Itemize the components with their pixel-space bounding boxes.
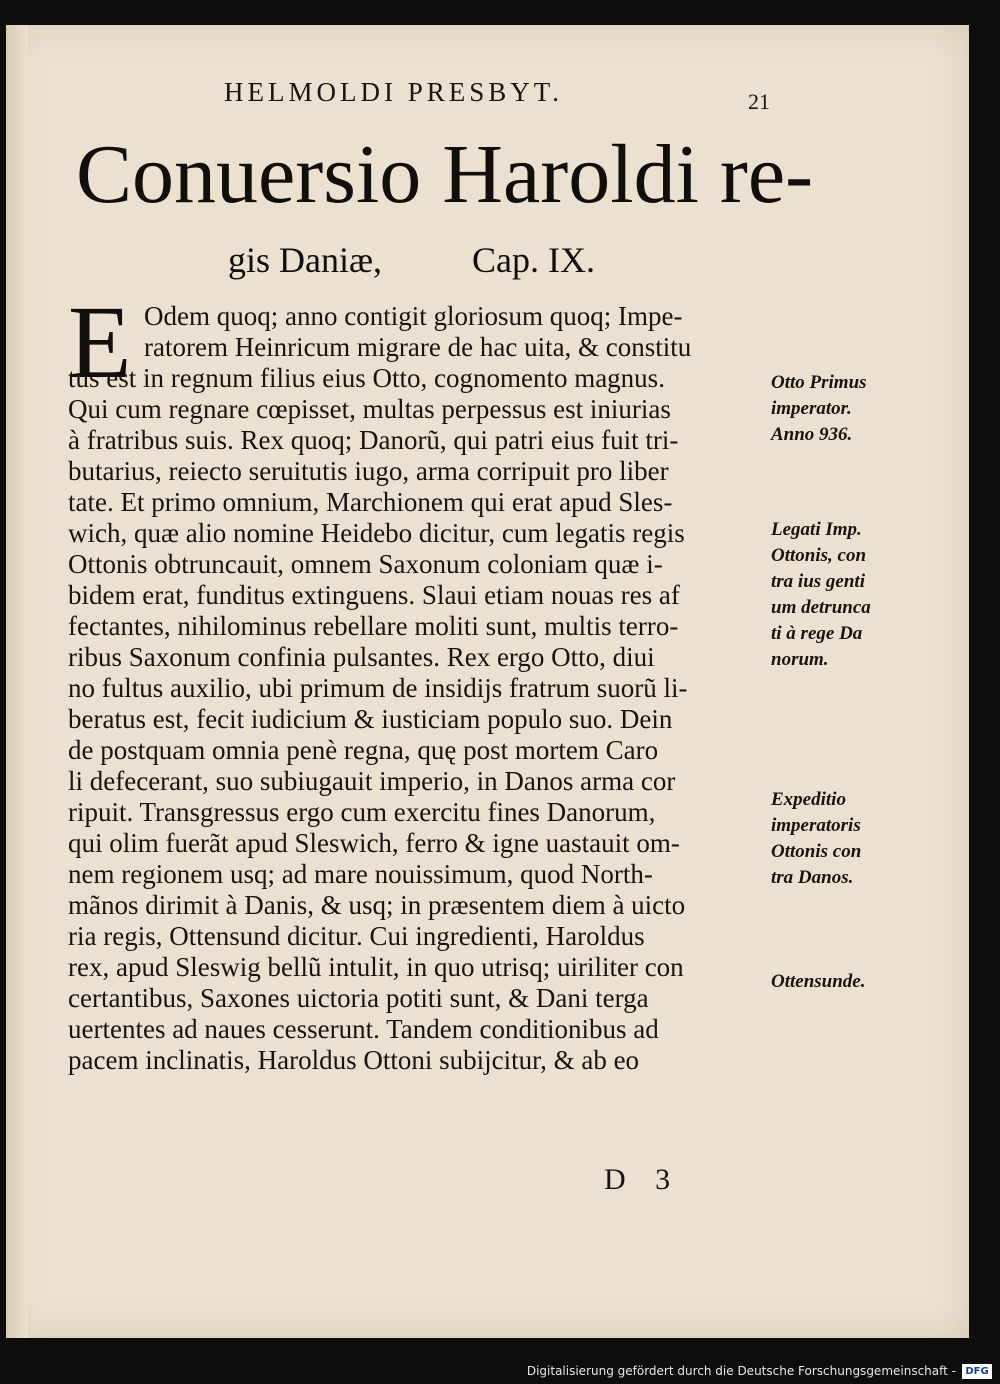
chapter-title-line-1: Conuersio Haroldi re- [76, 128, 814, 221]
text-line: certantibus, Saxones uictoria potiti sunt, & Dani terga [68, 983, 649, 1013]
body-text [68, 301, 768, 1076]
text-line: de postquam omnia penè regna, quę post mortem Caro [68, 735, 659, 765]
text-line: fectantes, nihilominus rebellare moliti sunt, multis terro- [68, 611, 679, 641]
running-head: HELMOLDI PRESBYT. [224, 77, 564, 107]
text-line: rex, apud Sleswig bellũ intulit, in quo utrisq; uiriliter con [68, 952, 684, 982]
text-line: tate. Et primo omnium, Marchionem qui erat apud Sles- [68, 487, 673, 517]
folio-number: 21 [748, 89, 770, 114]
text-line: à fratribus suis. Rex quoq; Danorũ, qui patri eius fuit tri- [68, 425, 679, 455]
text-line: Ottonis obtruncauit, omnem Saxonum coloniam quæ i- [68, 549, 663, 579]
page-gutter [6, 25, 28, 1338]
signature-mark: D 3 [604, 1163, 671, 1196]
chapter-title-line-2: gis Daniæ, [228, 240, 383, 280]
dfg-logo[interactable]: DFG [962, 1364, 992, 1379]
text-line: qui olim fuerãt apud Sleswich, ferro & igne uastauit om- [68, 828, 680, 858]
text-line: ripuit. Transgressus ergo cum exercitu fines Danorum, [68, 797, 656, 827]
text-line: Qui cum regnare cœpisset, multas perpessus est iniurias [68, 394, 671, 424]
margin-note-ottensunde: Ottensunde. [771, 971, 866, 992]
margin-note-legati: Legati Imp. Ottonis, con tra ius genti um detrunca ti à rege Da norum. [771, 519, 871, 670]
text-line: wich, quæ alio nomine Heidebo dicitur, cum legatis regis [68, 518, 685, 548]
margin-note-expeditio: Expeditio imperatoris Ottonis con tra Danos. [771, 789, 862, 888]
funding-credit: Digitalisierung gefördert durch die Deutsche Forschungsgemeinschaft - [526, 1364, 956, 1378]
text-line: ria regis, Ottensund dicitur. Cui ingredienti, Haroldus [68, 921, 645, 951]
text-line: beratus est, fecit iudicium & iusticiam populo suo. Dein [68, 704, 673, 734]
text-line: mãnos dirimit à Danis, & usq; in præsentem diem à uicto [68, 890, 686, 920]
text-line: uertentes ad naues cesserunt. Tandem conditionibus ad [68, 1014, 659, 1044]
text-line: pacem inclinatis, Haroldus Ottoni subijcitur, & ab eo [68, 1045, 640, 1075]
text-line: ribus Saxonum confinia pulsantes. Rex ergo Otto, diui [68, 642, 655, 672]
text-line: ratorem Heinricum migrare de hac uita, & constitu [144, 332, 692, 362]
text-line: nem regionem usq; ad mare nouissimum, quod North- [68, 859, 653, 889]
text-line: Odem quoq; anno contigit gloriosum quoq; Impe- [144, 301, 683, 331]
book-page [6, 25, 969, 1338]
text-line: li defecerant, suo subiugauit imperio, in Danos arma cor [68, 766, 676, 796]
drop-cap: E [68, 285, 132, 400]
text-line: butarius, reiecto seruitutis iugo, arma corripuit pro liber [68, 456, 669, 486]
margin-note-otto: Otto Primus imperator. Anno 936. [771, 372, 867, 445]
text-line: no fultus auxilio, ubi primum de insidijs fratrum suorũ li- [68, 673, 688, 703]
text-line: tus est in regnum filius eius Otto, cognomento magnus. [68, 363, 665, 393]
chapter-number: Cap. IX. [472, 240, 595, 280]
text-line: bidem erat, funditus extinguens. Slaui etiam nouas res af [68, 580, 680, 610]
